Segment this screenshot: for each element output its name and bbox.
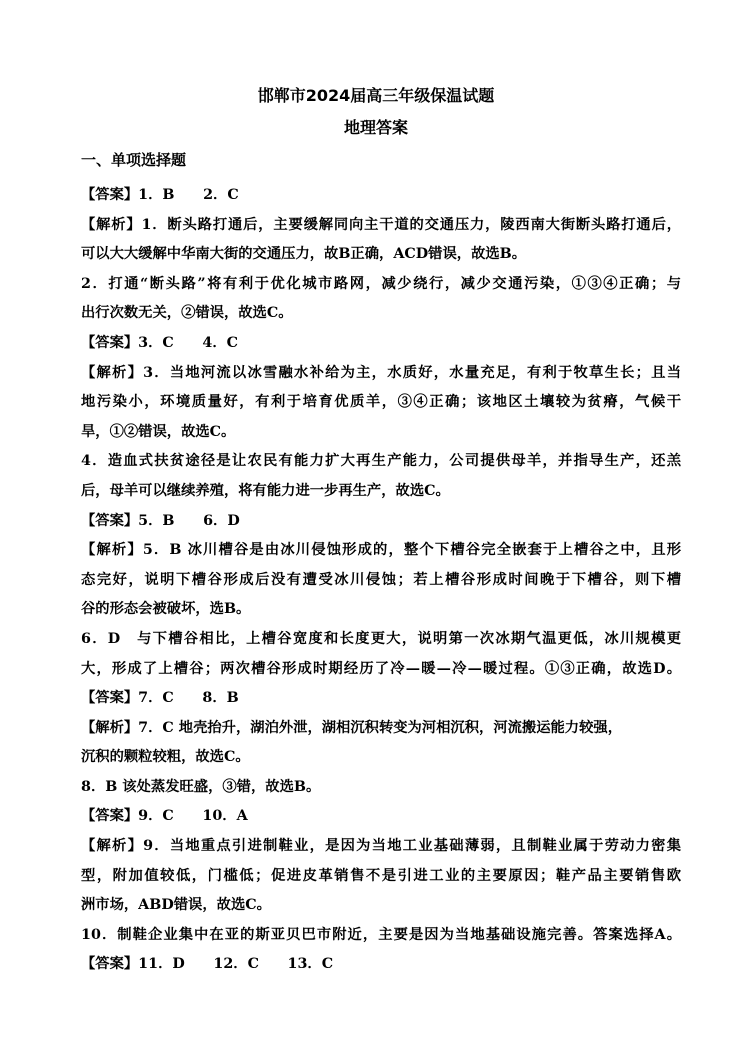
text-line: 【解析】3．当地河流以冰雪融水补给为主，水质好，水量充足，有利于牧草生长；且当	[81, 364, 681, 381]
text-line: 沉积的颗粒较粗，故选C。	[81, 749, 250, 766]
text-line: 后，母羊可以继续养殖，将有能力进一步再生产，故选C。	[81, 482, 450, 499]
text-line: 大，形成了上槽谷；两次槽谷形成时期经历了冷—暖—冷—暖过程。①③正确，故选D。	[81, 660, 681, 677]
text-line: 【解析】9．当地重点引进制鞋业，是因为当地工业基础薄弱，且制鞋业属于劳动力密集	[81, 838, 681, 855]
text-line: 【答案】9．C 10．A	[81, 808, 248, 825]
text-line: 8．B 该处蒸发旺盛，③错，故选B。	[81, 778, 321, 795]
text-line: 【答案】7．C 8．B	[81, 690, 239, 707]
text-line: 地污染小，环境质量好，有利于培育优质羊，③④正确；该地区土壤较为贫瘠，气候干	[81, 394, 681, 411]
text-line: 【答案】3．C 4．C	[81, 334, 239, 351]
answer-content	[81, 181, 681, 980]
text-line: 型，附加值较低，门槛低；促进皮革销售不是引进工业的主要原因；鞋产品主要销售欧	[81, 867, 681, 884]
text-line: 【答案】5．B 6．D	[81, 512, 240, 529]
text-line: 【解析】1．断头路打通后，主要缓解同向主干道的交通压力，陵西南大街断头路打通后，	[81, 216, 681, 233]
text-line: 2．打通“断头路”将有利于优化城市路网，减少绕行，减少交通污染，①③④正确；与	[81, 275, 681, 292]
text-line: 10．制鞋企业集中在亚的斯亚贝巴市附近，主要是因为当地基础设施完善。答案选择A。	[81, 926, 681, 943]
document-title: 邯郸市2024届高三年级保温试题	[257, 86, 495, 105]
text-line: 6．D 与下槽谷相比，上槽谷宽度和长度更大，说明第一次冰期气温更低，冰川规模更	[81, 630, 681, 647]
text-line: 谷的形态会被破坏，选B。	[81, 601, 251, 618]
text-line: 【解析】5．B 冰川槽谷是由冰川侵蚀形成的，整个下槽谷完全嵌套于上槽谷之中，且形	[81, 542, 681, 559]
text-line: 【答案】11．D 12．C 13．C	[81, 956, 334, 973]
text-line: 【答案】1．B 2．C	[81, 187, 239, 203]
text-line: 【解析】7．C 地壳抬升，湖泊外泄，湖相沉积转变为河相沉积，河流搬运能力较强，	[81, 719, 622, 736]
document-subtitle: 地理答案	[343, 118, 408, 137]
text-line: 洲市场，ABD错误，故选C。	[81, 897, 271, 914]
text-line: 4．造血式扶贫途径是让农民有能力扩大再生产能力，公司提供母羊，并指导生产，还羔	[81, 453, 681, 470]
text-line: 旱，①②错误，故选C。	[81, 423, 236, 440]
text-line: 可以大大缓解中华南大街的交通压力，故B正确，ACD错误，故选B。	[81, 246, 527, 263]
section-heading: 一、单项选择题	[81, 151, 187, 169]
text-line: 态完好，说明下槽谷形成后没有遭受冰川侵蚀；若上槽谷形成时间晚于下槽谷，则下槽	[81, 571, 681, 588]
text-line: 出行次数无关，②错误，故选C。	[81, 305, 293, 322]
